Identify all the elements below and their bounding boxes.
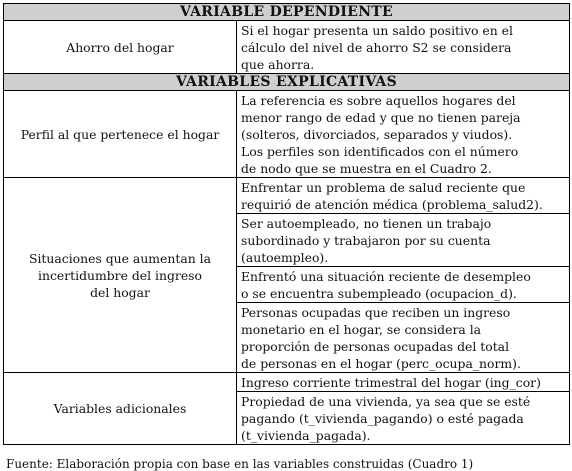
adicional-ingreso-description (237, 373, 570, 392)
adicional-desc-line: (t_vivienda_pagada). (241, 428, 371, 443)
variables-table (3, 3, 570, 445)
situacion-desc-line: proporción de personas ocupadas del total (241, 339, 510, 354)
ahorro-description (237, 21, 570, 74)
explanatory-variables-header-row (4, 74, 570, 91)
situacion-desc-line: requirió de atención médica (problema_salud2). (241, 197, 543, 212)
table-row-situaciones-1 (4, 178, 570, 214)
perfil-description (237, 91, 570, 178)
situacion-desc-line: Enfrentar un problema de salud reciente que (241, 180, 526, 195)
situacion-desc-line: de personas en el hogar (perc_ocupa_norm). (241, 356, 521, 371)
situacion-salud-description (237, 178, 570, 214)
adicionales-label: Variables adicionales (4, 373, 237, 445)
perfil-desc-line: menor rango de edad y que no tienen pareja (241, 110, 521, 125)
table-row-perfil (4, 91, 570, 178)
perfil-desc-line: La referencia es sobre aquellos hogares del (241, 93, 516, 108)
adicional-desc-line: Propiedad de una vivienda, ya sea que se esté (241, 394, 531, 409)
situacion-desc-line: Ser autoempleado, no tienen un trabajo (241, 216, 492, 231)
adicional-desc-line: pagando (t_vivienda_pagando) o esté pagada (241, 411, 524, 426)
perfil-desc-line: de nodo que se muestra en el Cuadro 2. (241, 161, 492, 176)
situacion-desc-line: Enfrentó una situación reciente de desempleo (241, 269, 531, 284)
adicional-desc-line: Ingreso corriente trimestral del hogar (ing_cor) (241, 375, 541, 390)
perfil-desc-line: (solteros, divorciados, separados y viudos). (241, 127, 513, 142)
table-row-ahorro (4, 21, 570, 74)
adicional-vivienda-description (237, 392, 570, 445)
ahorro-desc-line: que ahorra. (241, 57, 315, 72)
situacion-desempleo-description (237, 267, 570, 303)
table-source-note: Fuente: Elaboración propia con base en las variables construidas (Cuadro 1) (6, 457, 474, 471)
situacion-desc-line: o se encuentra subempleado (ocupacion_d). (241, 286, 517, 301)
ahorro-label: Ahorro del hogar (4, 21, 237, 74)
situaciones-label-line: del hogar (90, 284, 150, 300)
perfil-desc-line: Los perfiles son identificados con el número (241, 144, 519, 159)
situacion-autoempleo-description (237, 214, 570, 267)
perfil-label: Perfil al que pertenece el hogar (4, 91, 237, 178)
situaciones-label-line: incertidumbre del ingreso (38, 267, 202, 283)
dependent-variable-header: VARIABLE DEPENDIENTE (4, 4, 570, 21)
explanatory-variables-header: VARIABLES EXPLICATIVAS (4, 74, 570, 91)
table-row-adicionales-1 (4, 373, 570, 392)
dependent-variable-header-row (4, 4, 570, 21)
situacion-desc-line: subordinado y trabajaron por su cuenta (241, 233, 491, 248)
ahorro-desc-line: cálculo del nivel de ahorro S2 se considera (241, 40, 512, 55)
situacion-desc-line: Personas ocupadas que reciben un ingreso (241, 305, 511, 320)
situacion-desc-line: monetario en el hogar, se considera la (241, 322, 482, 337)
situaciones-label (4, 178, 237, 373)
ahorro-desc-line: Si el hogar presenta un saldo positivo en el (241, 23, 513, 38)
situacion-desc-line: (autoempleo). (241, 250, 329, 265)
situaciones-label-line: Situaciones que aumentan la (28, 250, 212, 266)
situacion-ocupados-description (237, 303, 570, 373)
